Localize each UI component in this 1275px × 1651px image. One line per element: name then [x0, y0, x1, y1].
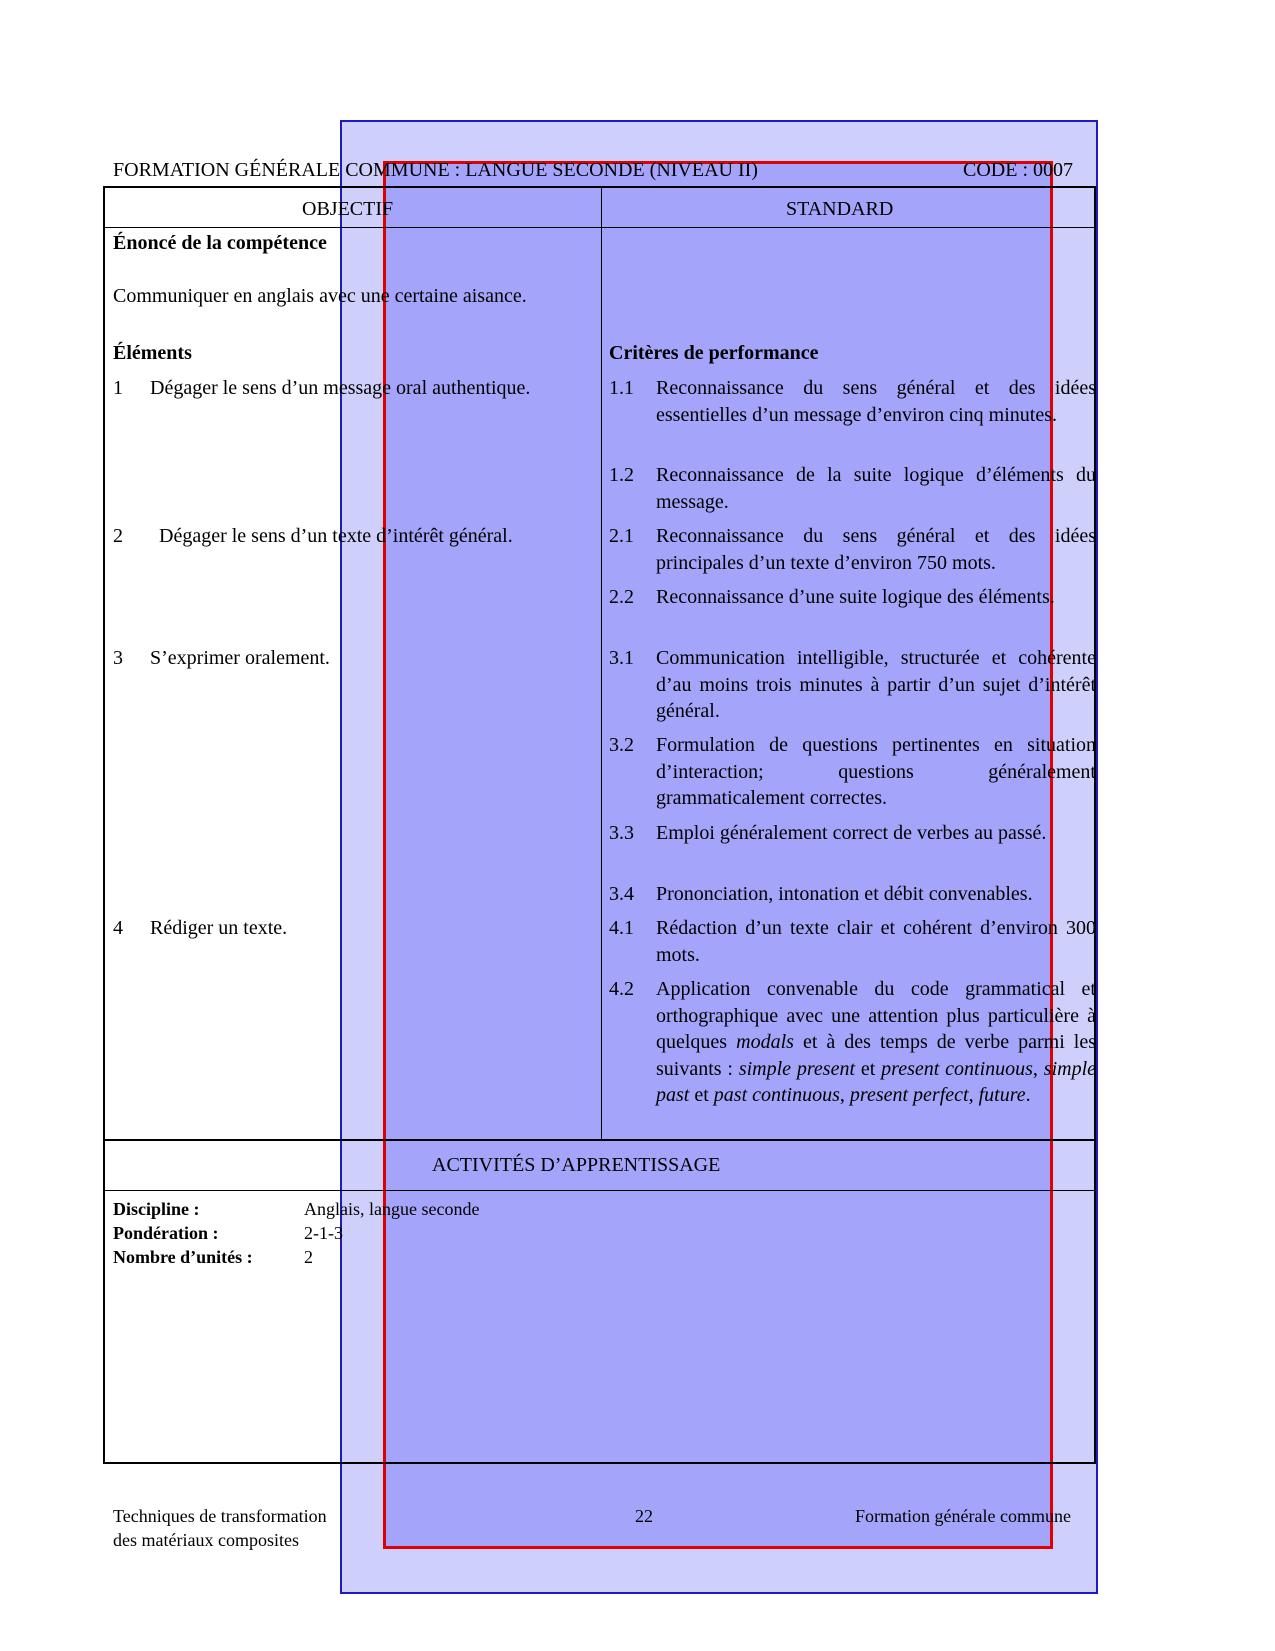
course-code: CODE : 0007: [963, 159, 1073, 181]
critere-text: Communication intelligible, structurée et cohérente d’au moins trois minutes à partir d’un sujet d’intérêt général.: [656, 647, 1096, 722]
elements-heading: Éléments: [113, 342, 192, 364]
activities-bottom-divider: [103, 1190, 1096, 1191]
footer-right: Formation générale commune: [855, 1506, 1071, 1526]
discipline-label: Discipline :: [113, 1199, 200, 1219]
critere-text: Reconnaissance d’une suite logique des éléments.: [656, 586, 1055, 608]
critere-text: Reconnaissance du sens général et des idées principales d’un texte d’environ 750 mots.: [656, 525, 1096, 574]
element-number: 2: [113, 525, 123, 547]
criteres-heading: Critères de performance: [609, 342, 819, 364]
standard-header: STANDARD: [786, 198, 894, 220]
element-number: 1: [113, 377, 123, 399]
element-text: Dégager le sens d’un message oral authentique.: [150, 377, 531, 399]
critere-number: 2.2: [609, 586, 634, 608]
element-number: 4: [113, 917, 123, 939]
critere-number: 4.1: [609, 917, 634, 939]
table-left-border: [103, 186, 105, 1464]
unites-value: 2: [304, 1247, 313, 1267]
table-bottom-border: [103, 1462, 1096, 1464]
critere-text: Emploi généralement correct de verbes au passé.: [656, 822, 1047, 844]
header-row-divider: [103, 227, 1096, 228]
critere-text: Reconnaissance de la suite logique d’éléments du message.: [656, 464, 1096, 513]
element-text: Rédiger un texte.: [150, 917, 288, 939]
element-text: S’exprimer oralement.: [150, 647, 330, 669]
critere-text: Reconnaissance du sens général et des idées essentielles d’un message d’environ cinq minutes.: [656, 377, 1096, 426]
page-number: 22: [635, 1506, 653, 1526]
discipline-value: Anglais, langue seconde: [304, 1199, 480, 1219]
critere-number: 4.2: [609, 978, 634, 1000]
column-divider: [601, 186, 602, 1140]
element-number: 3: [113, 647, 123, 669]
enonce-heading: Énoncé de la compétence: [113, 232, 327, 254]
footer-program-line2: des matériaux composites: [113, 1530, 299, 1550]
critere-number: 3.2: [609, 734, 634, 756]
critere-text: Prononciation, intonation et débit convenables.: [656, 883, 1033, 905]
critere-number: 2.1: [609, 525, 634, 547]
objectif-header: OBJECTIF: [302, 198, 394, 220]
activities-top-divider: [103, 1139, 1096, 1141]
page-title: FORMATION GÉNÉRALE COMMUNE : LANGUE SECONDE (NIVEAU II): [113, 159, 758, 181]
ponderation-value: 2-1-3: [304, 1223, 343, 1243]
critere-number: 3.4: [609, 883, 634, 905]
critere-number: 3.1: [609, 647, 634, 669]
critere-number: 1.2: [609, 464, 634, 486]
ponderation-label: Pondération :: [113, 1223, 219, 1243]
critere-text: Rédaction d’un texte clair et cohérent d’environ 300 mots.: [656, 917, 1096, 966]
critere-text: Application convenable du code grammatical et orthographique avec une attention plus particulière à quelques modals et à des temps de verbe parmi les suivants : simple present et present continuous, simple past et past continuous, present perfect, future.: [656, 978, 1097, 1106]
activites-heading: ACTIVITÉS D’APPRENTISSAGE: [432, 1154, 721, 1176]
table-top-border: [103, 186, 1096, 188]
critere-number: 1.1: [609, 377, 634, 399]
critere-text: Formulation de questions pertinentes en situation d’interaction; questions généralement grammaticalement correctes.: [656, 734, 1096, 809]
critere-number: 3.3: [609, 822, 634, 844]
footer-program-line1: Techniques de transformation: [113, 1506, 327, 1526]
element-text: Dégager le sens d’un texte d’intérêt général.: [159, 525, 513, 547]
unites-label: Nombre d’unités :: [113, 1247, 253, 1267]
enonce-text: Communiquer en anglais avec une certaine aisance.: [113, 285, 527, 307]
